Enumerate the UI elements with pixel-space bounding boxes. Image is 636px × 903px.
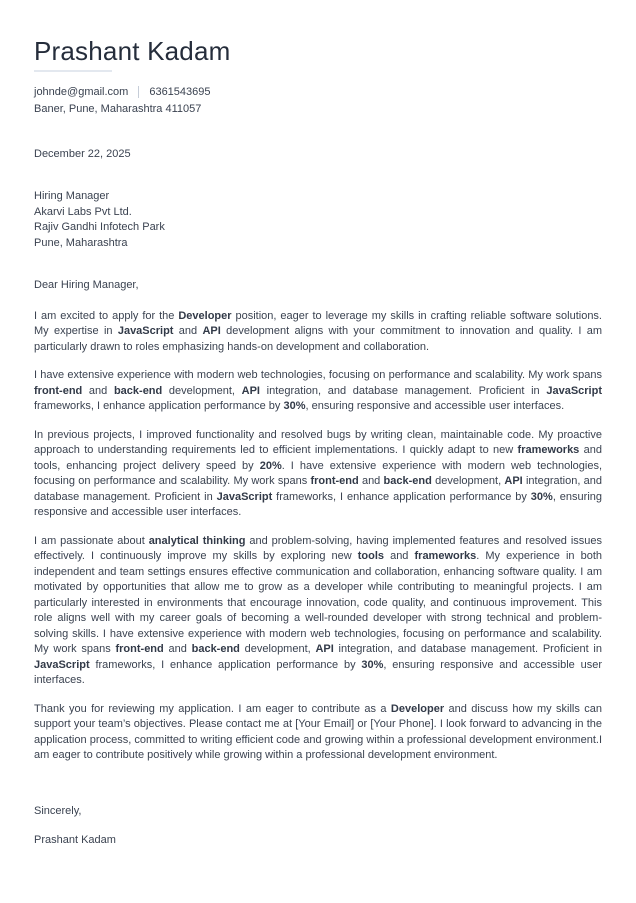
recipient-line: Rajiv Gandhi Infotech Park: [34, 221, 165, 233]
sender-name: Prashant Kadam: [34, 36, 231, 66]
recipient-line: Akarvi Labs Pvt Ltd.: [34, 205, 132, 218]
body-paragraph: Thank you for reviewing my application. I am eager to contribute as a Developer and discuss how my skills can support your team’s objectives. Please contact me at [Your Email] or [Your Phone]. I look forward to advancing in the application process, committed to writing efficient code and growing within a professional development environment.I am eager to contribute positively while growing within a professional development environment.: [34, 702, 602, 761]
recipient-line: Hiring Manager: [34, 190, 110, 202]
valediction: Sincerely,: [34, 804, 82, 817]
letter-body: [34, 309, 602, 764]
contact-line: [34, 84, 602, 100]
signature-name: Prashant Kadam: [34, 834, 116, 846]
name-underline: [34, 70, 112, 72]
contact-divider: [138, 86, 139, 98]
letter-header: [34, 36, 602, 118]
sender-phone: 6361543695: [149, 86, 211, 98]
letter-date: December 22, 2025: [34, 148, 131, 160]
body-paragraph: I have extensive experience with modern web technologies, focusing on performance and scalability. My work spans front-end and back-end development, API integration, and database management. Proficient in JavaScript frameworks, I enhance application performance by 30%, ensuring responsive and accessible user interfaces.: [34, 369, 602, 412]
body-paragraph: In previous projects, I improved functionality and resolved bugs by writing clean, maintainable code. My proactive approach to understanding requirements led to efficient implementations. I quickly adapt to new frameworks and tools, enhancing project delivery speed by 20%. I have extensive experience with modern web technologies, focusing on performance and scalability. My work spans front-end and back-end development, API integration, and database management. Proficient in JavaScript frameworks, I enhance application performance by 30%, ensuring responsive and accessible user interfaces.: [34, 428, 603, 518]
recipient-block: [34, 189, 602, 251]
sender-address: Baner, Pune, Maharashtra 411057: [34, 103, 202, 115]
salutation: Dear Hiring Manager,: [34, 279, 139, 291]
body-paragraph: I am excited to apply for the Developer position, eager to leverage my skills in crafting reliable software solutions. My expertise in JavaScript and API development aligns with your commitment to innovation and quality. I am particularly drawn to roles emphasizing hands-on development and collaboration.: [34, 309, 602, 353]
recipient-line: Pune, Maharashtra: [34, 236, 128, 249]
sender-email: johnde@gmail.com: [34, 86, 129, 98]
body-paragraph: I am passionate about analytical thinking and problem-solving, having implemented features and resolved issues effectively. I continuously improve my skills by exploring new tools and frameworks. My experience in both independent and team settings ensures effective communication and collaboration, enhancing software quality. I am motivated by opportunities that allow me to grow as a developer while contributing to meaningful projects. I am particularly interested in environments that encourage innovation, code quality, and continuous improvement. This role aligns well with my career goals of becoming a well-rounded developer with strong technical and problem-solving skills. I have extensive experience with modern web technologies, focusing on performance and scalability. My work spans front-end and back-end development, API integration, and database management. Proficient in JavaScript frameworks, I enhance application performance by 30%, ensuring responsive and accessible user interfaces.: [34, 534, 603, 686]
